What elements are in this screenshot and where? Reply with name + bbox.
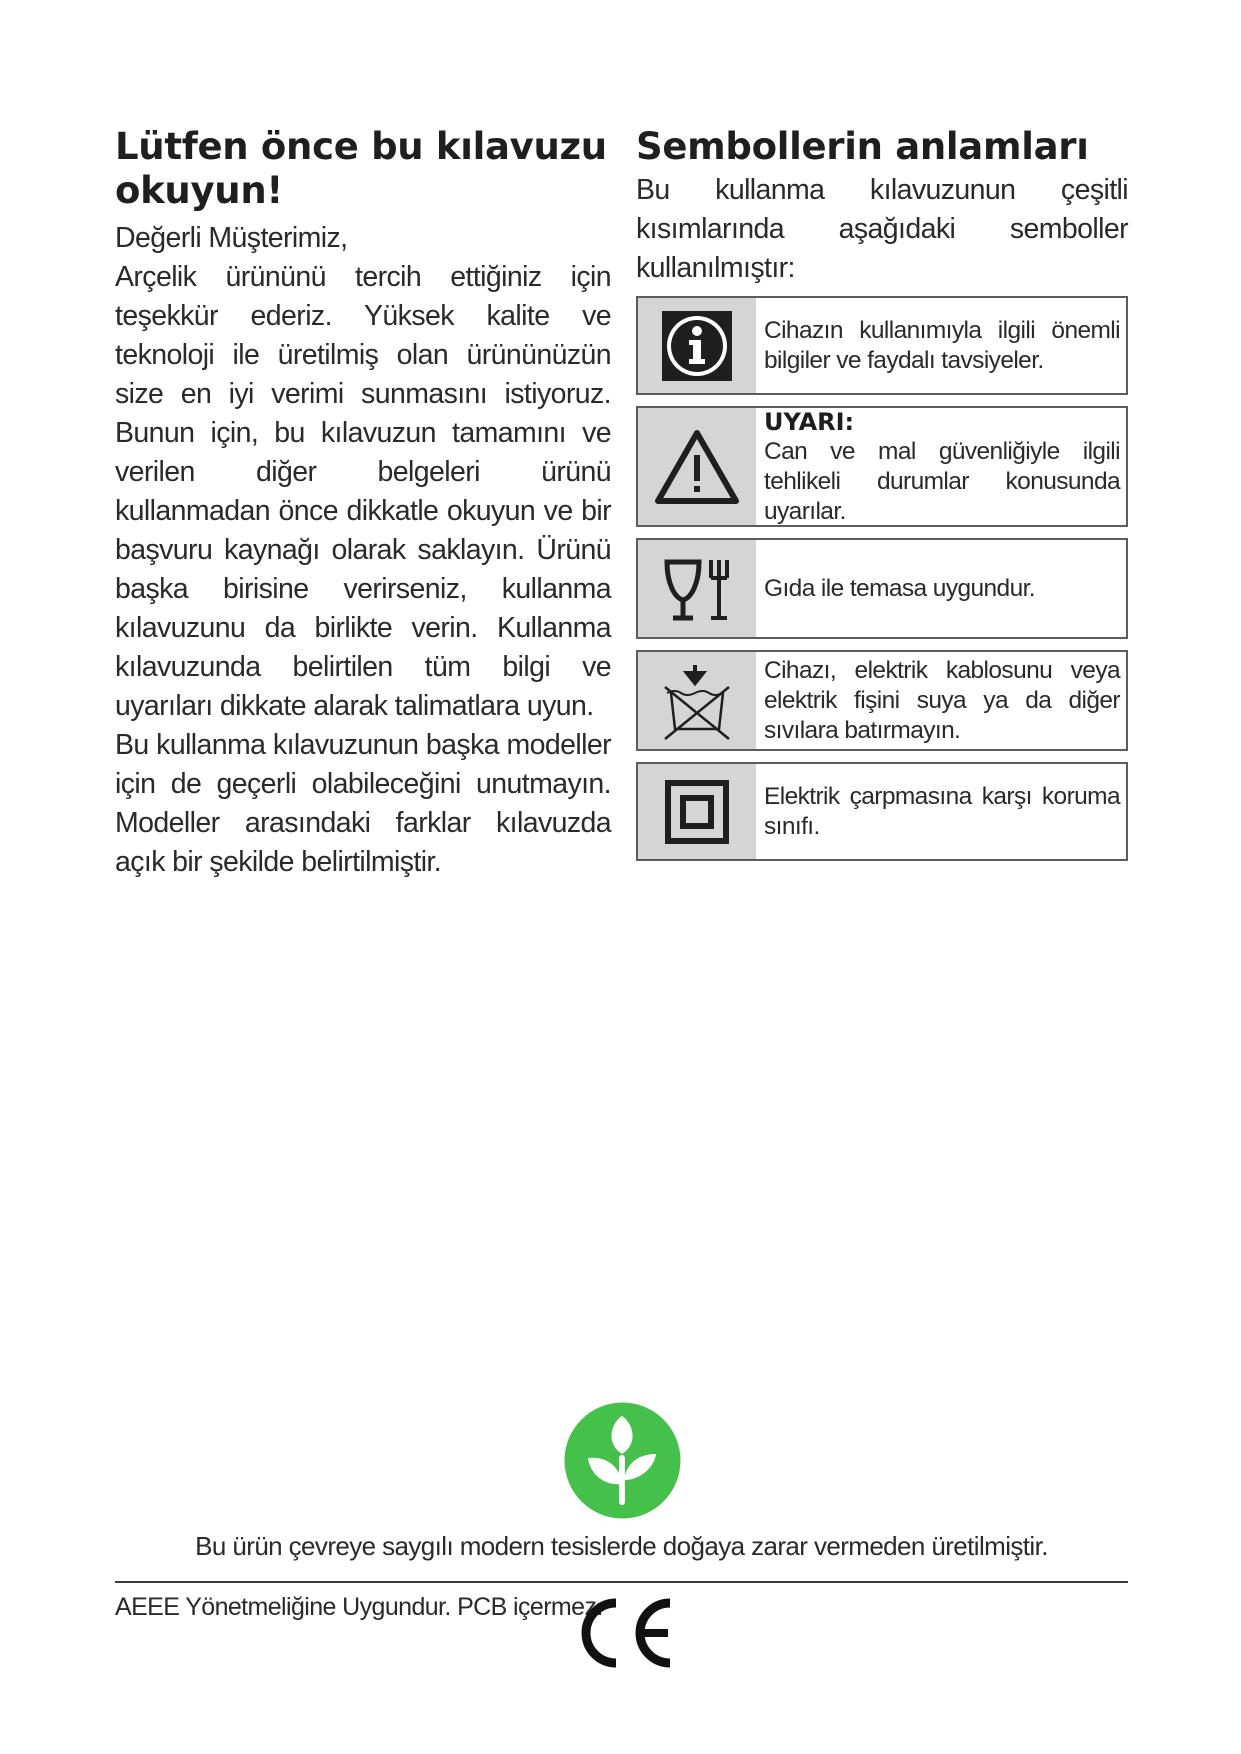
symbol-info-text bbox=[756, 298, 1126, 393]
ce-mark-icon bbox=[572, 1595, 674, 1671]
symbol-row-insulation bbox=[636, 762, 1128, 861]
eco-leaf-icon bbox=[564, 1402, 681, 1519]
symbols-intro: Bu kullanma kılavuzunun çeşitli kısımlarında aşağıdaki semboller kullanılmıştır: bbox=[636, 174, 1128, 284]
food-contact-icon bbox=[638, 540, 756, 637]
symbol-warning-text bbox=[756, 408, 1126, 525]
symbols-title: Sembollerin anlamları bbox=[636, 125, 1089, 168]
page-title bbox=[115, 125, 611, 213]
page-title-line1: Lütfen önce bu kılavuzu bbox=[115, 125, 607, 168]
symbol-food-text bbox=[756, 540, 1126, 637]
greeting: Değerli Müşterimiz, bbox=[115, 222, 348, 254]
symbol-food-desc: Gıda ile temasa uygundur. bbox=[764, 574, 1036, 602]
symbol-row-immerse bbox=[636, 650, 1128, 751]
symbol-immerse-text bbox=[756, 652, 1126, 749]
symbol-row-food bbox=[636, 538, 1128, 639]
info-icon bbox=[638, 298, 756, 393]
double-insulation-icon bbox=[638, 764, 756, 859]
warning-label: UYARI: bbox=[764, 407, 855, 436]
symbol-insulation-desc: Elektrik çarpmasına karşı koruma sınıfı. bbox=[764, 782, 1120, 840]
symbols-table bbox=[636, 296, 1128, 861]
right-column bbox=[636, 125, 1128, 872]
symbol-row-warning bbox=[636, 406, 1128, 527]
warning-triangle-icon bbox=[638, 408, 756, 525]
symbol-row-info bbox=[636, 296, 1128, 395]
do-not-immerse-icon bbox=[638, 652, 756, 749]
left-column bbox=[115, 125, 611, 882]
symbol-immerse-desc: Cihazı, elektrik kablosunu veya elektrik fişini suya ya da diğer sıvılara batırmayın. bbox=[764, 656, 1120, 744]
models-note-paragraph: Bu kullanma kılavuzunun başka modeller için de geçerli olabileceğini unutmayın. Modeller arasındaki farklar kılavuzda açık bir şekilde belirtilmiştir. bbox=[115, 729, 611, 878]
symbol-insulation-text bbox=[756, 764, 1126, 859]
symbol-info-desc: Cihazın kullanımıyla ilgili önemli bilgiler ve faydalı tavsiyeler. bbox=[764, 316, 1120, 374]
page-title-line2: okuyun! bbox=[115, 169, 283, 212]
symbol-warning-desc: Can ve mal güvenliğiyle ilgili tehlikeli durumlar konusunda uyarılar. bbox=[764, 437, 1120, 525]
footer-divider bbox=[115, 1581, 1128, 1583]
intro-paragraph: Arçelik ürününü tercih ettiğiniz için teşekkür ederiz. Yüksek kalite ve teknoloji ile üretilmiş olan ürününüzün size en iyi verimi sunmasını istiyoruz. Bunun için, bu kılavuzun tamamını ve verilen diğer belgeleri ürünü kullanmadan önce dikkatle okuyun ve bir başvuru kaynağı olarak saklayın. Ürünü başka birisine verirseniz, kullanma kılavuzunu da birlikte verin. Kullanma kılavuzunda belirtilen tüm bilgi ve uyarıları dikkate alarak talimatlara uyun. bbox=[115, 261, 611, 722]
eco-statement: Bu ürün çevreye saygılı modern tesislerde doğaya zarar vermeden üretilmiştir. bbox=[195, 1531, 1048, 1561]
compliance-note: AEEE Yönetmeliğine Uygundur. PCB içermez. bbox=[115, 1593, 603, 1621]
